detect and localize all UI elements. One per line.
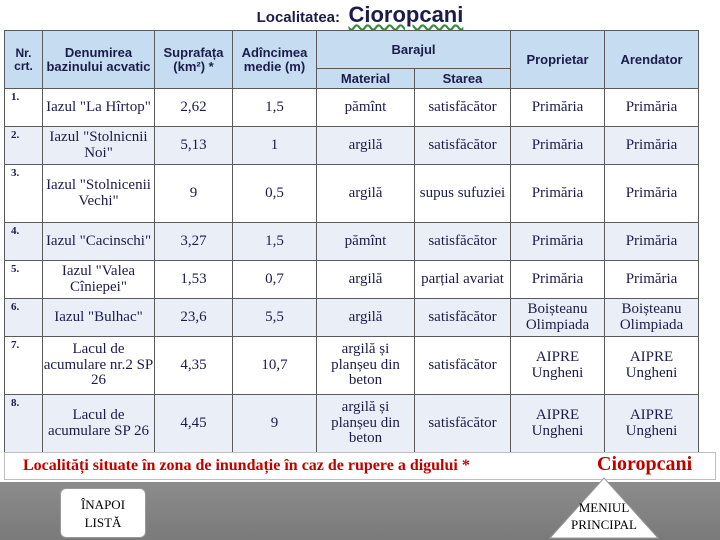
cell-state: satisfăcător xyxy=(415,127,511,165)
locality-label: Localitatea: xyxy=(256,9,340,26)
cell-state: satisfăcător xyxy=(415,223,511,261)
cell-depth: 9 xyxy=(233,395,317,453)
cell-depth: 1,5 xyxy=(233,89,317,127)
cell-area: 4,45 xyxy=(155,395,233,453)
cell-area: 1,53 xyxy=(155,261,233,299)
table-row xyxy=(5,165,699,223)
cell-material: argilă xyxy=(317,165,415,223)
cell-state: satisfăcător xyxy=(415,395,511,453)
cell-tenant: Primăria xyxy=(605,165,699,223)
cell-tenant: Primăria xyxy=(605,223,699,261)
cell-owner: Primăria xyxy=(511,165,605,223)
header-owner: Proprietar xyxy=(511,31,605,89)
main-menu-label: MENIUL PRINCIPAL xyxy=(571,500,637,532)
cell-nr: 2. xyxy=(5,127,43,165)
cell-owner: AIPRE Ungheni xyxy=(511,337,605,395)
main-menu-button[interactable] xyxy=(548,476,660,540)
cell-tenant: Primăria xyxy=(605,261,699,299)
table-row xyxy=(5,223,699,261)
table-row xyxy=(5,89,699,127)
flood-zone-text: Localități situate în zona de inundație în caz de rupere a digului * xyxy=(23,457,470,474)
cell-state: satisfăcător xyxy=(415,337,511,395)
cell-depth: 0,7 xyxy=(233,261,317,299)
cell-area: 23,6 xyxy=(155,299,233,337)
locality-name: Cioropcani xyxy=(348,2,464,27)
cell-nr: 1. xyxy=(5,89,43,127)
cell-depth: 1 xyxy=(233,127,317,165)
header-area: Suprafața (km²) * xyxy=(155,31,233,89)
cell-owner: Primăria xyxy=(511,89,605,127)
cell-nr: 3. xyxy=(5,165,43,223)
header-dam: Barajul xyxy=(317,31,511,69)
cell-name: Lacul de acumulare SP 26 xyxy=(43,395,155,453)
header-depth: Adîncimea medie (m) xyxy=(233,31,317,89)
cell-tenant: Primăria xyxy=(605,127,699,165)
cell-name: Iazul "La Hîrtop" xyxy=(43,89,155,127)
cell-owner: Primăria xyxy=(511,127,605,165)
cell-material: pămînt xyxy=(317,223,415,261)
header-nr: Nr. crt. xyxy=(5,31,43,89)
cell-name: Lacul de acumulare nr.2 SP 26 xyxy=(43,337,155,395)
cell-state: satisfăcător xyxy=(415,89,511,127)
cell-owner: Primăria xyxy=(511,261,605,299)
cell-owner: Primăria xyxy=(511,223,605,261)
cell-name: Iazul "Valea Cîniepei" xyxy=(43,261,155,299)
cell-name: Iazul "Cacinschi" xyxy=(43,223,155,261)
cell-owner: AIPRE Ungheni xyxy=(511,395,605,453)
back-to-list-button[interactable]: ÎNAPOI LISTĂ xyxy=(60,488,146,538)
cell-material: pămînt xyxy=(317,89,415,127)
cell-state: parțial avariat xyxy=(415,261,511,299)
cell-material: argilă și planșeu din beton xyxy=(317,395,415,453)
header-name: Denumirea bazinului acvatic xyxy=(43,31,155,89)
cell-material: argilă xyxy=(317,299,415,337)
cell-depth: 5,5 xyxy=(233,299,317,337)
cell-nr: 7. xyxy=(5,337,43,395)
cell-area: 2,62 xyxy=(155,89,233,127)
table-row xyxy=(5,127,699,165)
cell-state: supus sufuziei xyxy=(415,165,511,223)
cell-material: argilă xyxy=(317,127,415,165)
cell-depth: 1,5 xyxy=(233,223,317,261)
cell-area: 5,13 xyxy=(155,127,233,165)
cell-nr: 6. xyxy=(5,299,43,337)
cell-nr: 8. xyxy=(5,395,43,453)
water-bodies-table xyxy=(4,30,699,453)
cell-state: satisfăcător xyxy=(415,299,511,337)
cell-nr: 4. xyxy=(5,223,43,261)
cell-area: 4,35 xyxy=(155,337,233,395)
table-row xyxy=(5,299,699,337)
cell-depth: 0,5 xyxy=(233,165,317,223)
cell-area: 3,27 xyxy=(155,223,233,261)
cell-area: 9 xyxy=(155,165,233,223)
cell-tenant: Boișteanu Olimpiada xyxy=(605,299,699,337)
cell-name: Iazul "Stolnicnii Noi" xyxy=(43,127,155,165)
flood-zone-locality: Cioropcani xyxy=(597,453,693,475)
cell-material: argilă și planșeu din beton xyxy=(317,337,415,395)
header-state: Starea xyxy=(415,69,511,89)
cell-tenant: AIPRE Ungheni xyxy=(605,395,699,453)
cell-tenant: AIPRE Ungheni xyxy=(605,337,699,395)
table-row xyxy=(5,337,699,395)
table-row xyxy=(5,395,699,453)
table-row xyxy=(5,261,699,299)
header-material: Material xyxy=(317,69,415,89)
cell-depth: 10,7 xyxy=(233,337,317,395)
header-tenant: Arendator xyxy=(605,31,699,89)
cell-owner: Boișteanu Olimpiada xyxy=(511,299,605,337)
cell-name: Iazul "Stolnicenii Vechi" xyxy=(43,165,155,223)
page-title xyxy=(0,2,720,30)
cell-material: argilă xyxy=(317,261,415,299)
cell-tenant: Primăria xyxy=(605,89,699,127)
cell-name: Iazul "Bulhac" xyxy=(43,299,155,337)
cell-nr: 5. xyxy=(5,261,43,299)
